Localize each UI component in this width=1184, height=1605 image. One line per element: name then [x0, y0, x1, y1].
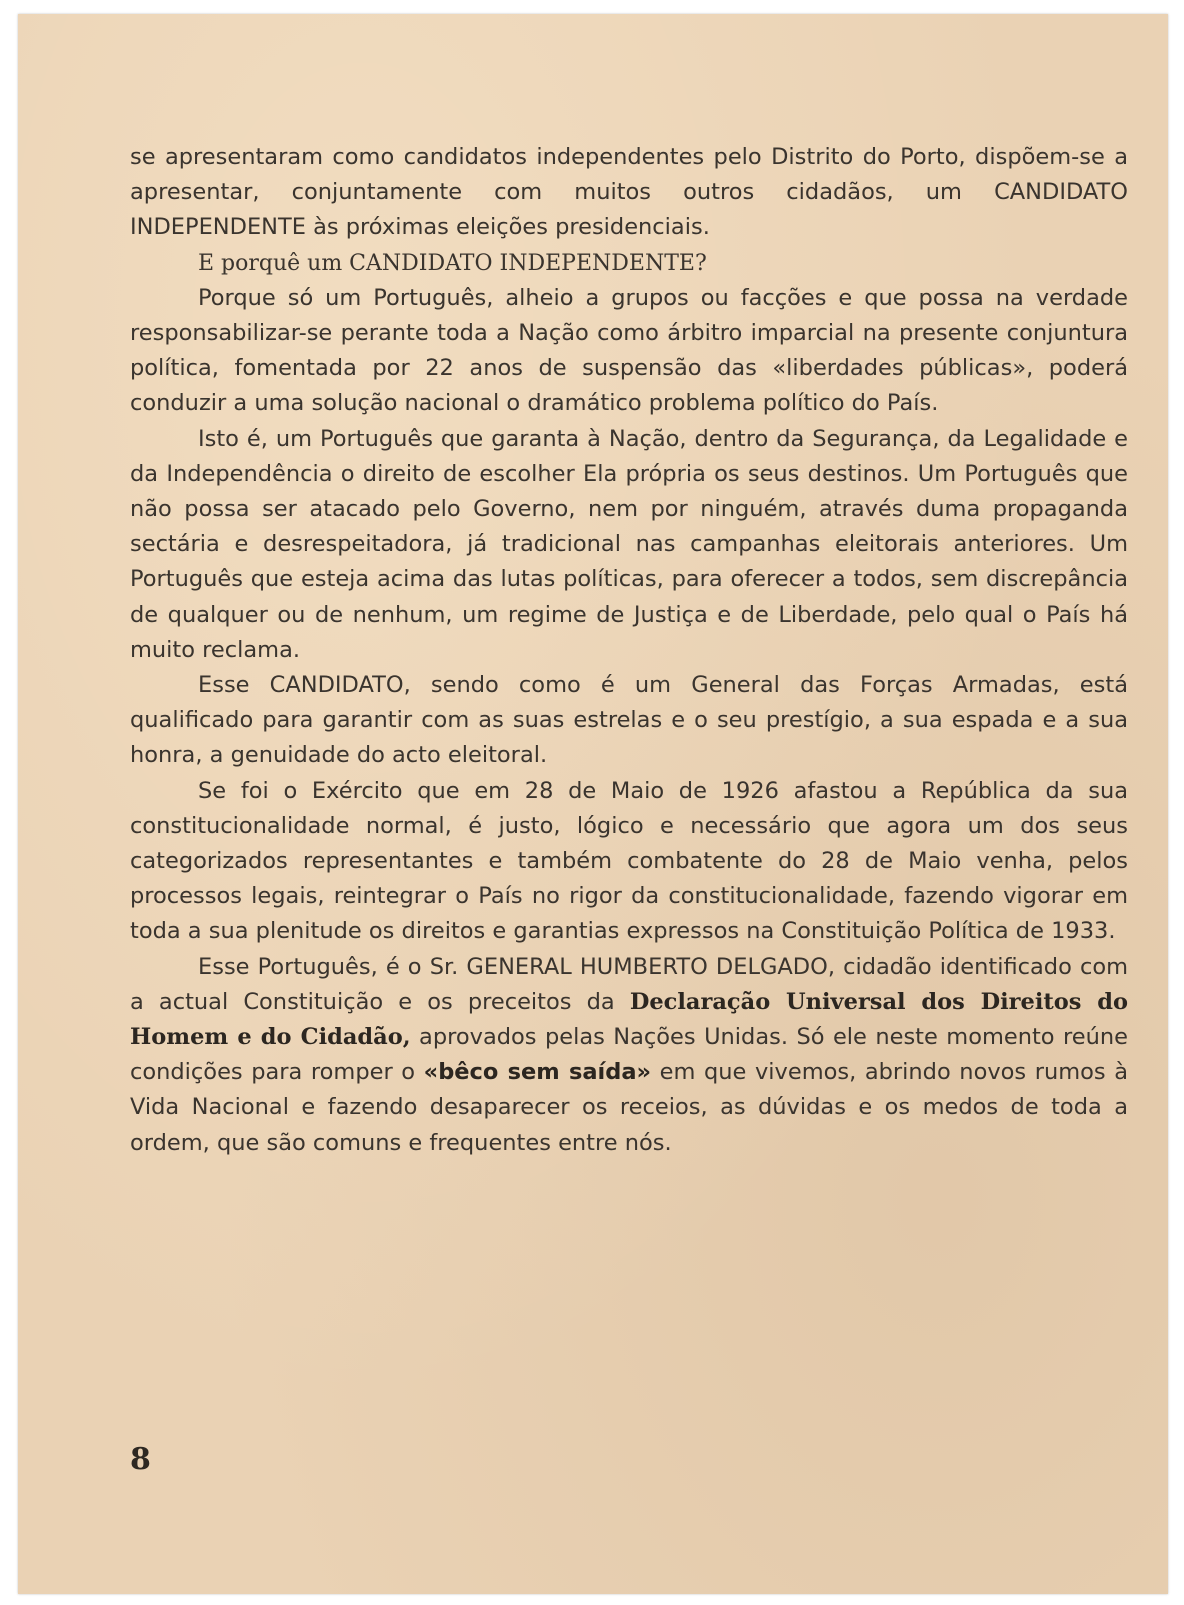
paragraph-7-middle: aprovados pelas Nações Unidas. Só ele neste momento reúne condições para romper o: [130, 1024, 1128, 1086]
paragraph-7-start: Esse Português, é o Sr. GENERAL HUMBERTO DELGADO, cidadão identificado com a actual Constituição e os preceitos da: [130, 953, 1128, 1015]
beco-sem-saida-quote: «bêco sem saída»: [423, 1059, 652, 1086]
paragraph-6: Se foi o Exército que em 28 de Maio de 1926 afastou a República da sua constitucionalidade normal, é justo, lógico e necessário que agora um dos seus categorizados representantes e também combatente do 28 de Maio venha, pelos processos legais, reintegrar o País no rigor da constitucionalidade, fazendo vigorar em toda a sua plenitude os direitos e garantias expressos na Constituição Política de 1933.: [130, 777, 1128, 945]
paragraph-4: Isto é, um Português que garanta à Nação, dentro da Segurança, da Legalidade e da Independência o direito de escolher Ela própria os seus destinos. Um Português que não possa ser atacado pelo Governo, nem por ninguém, através duma propaganda sectária e desrespeitadora, já tradicional nas campanhas eleitorais anteriores. Um Português que esteja acima das lutas políticas, para oferecer a todos, sem discrepância de qualquer ou de nenhum, um regime de Justiça e de Liberdade, pelo qual o País há muito reclama.: [130, 425, 1128, 663]
body-text: [130, 140, 1128, 1161]
paragraph-7: [130, 950, 1128, 1161]
paragraph-5: Esse CANDIDATO, sendo como é um General das Forças Armadas, está qualificado para garantir com as suas estrelas e o seu prestígio, a sua espada e a sua honra, a genuidade do acto eleitoral.: [130, 672, 1128, 769]
paragraph-1: se apresentaram como candidatos independentes pelo Distrito do Porto, dispõem-se a apresentar, conjuntamente com muitos outros cidadãos, um CANDIDATO INDEPENDENTE às próximas eleições presidenciais.: [130, 144, 1128, 241]
page-number: 8: [130, 1442, 151, 1477]
declaration-title: Declaração Universal dos Direitos do Homem e do Cidadão,: [130, 988, 1128, 1051]
paragraph-3: Porque só um Português, alheio a grupos ou facções e que possa na verdade responsabilizar-se perante toda a Nação como árbitro imparcial na presente conjuntura política, fomentada por 22 anos de suspensão das «liberdades públicas», poderá conduzir a uma solução nacional o dramático problema político do País.: [130, 284, 1128, 417]
paragraph-2: E porquê um CANDIDATO INDEPENDENTE?: [198, 250, 707, 276]
paragraph-7-end: em que vivemos, abrindo novos rumos à Vida Nacional e fazendo desaparecer os receios, as dúvidas e os medos de toda a ordem, que são comuns e frequentes entre nós.: [130, 1059, 1128, 1156]
document-page: [18, 14, 1168, 1594]
